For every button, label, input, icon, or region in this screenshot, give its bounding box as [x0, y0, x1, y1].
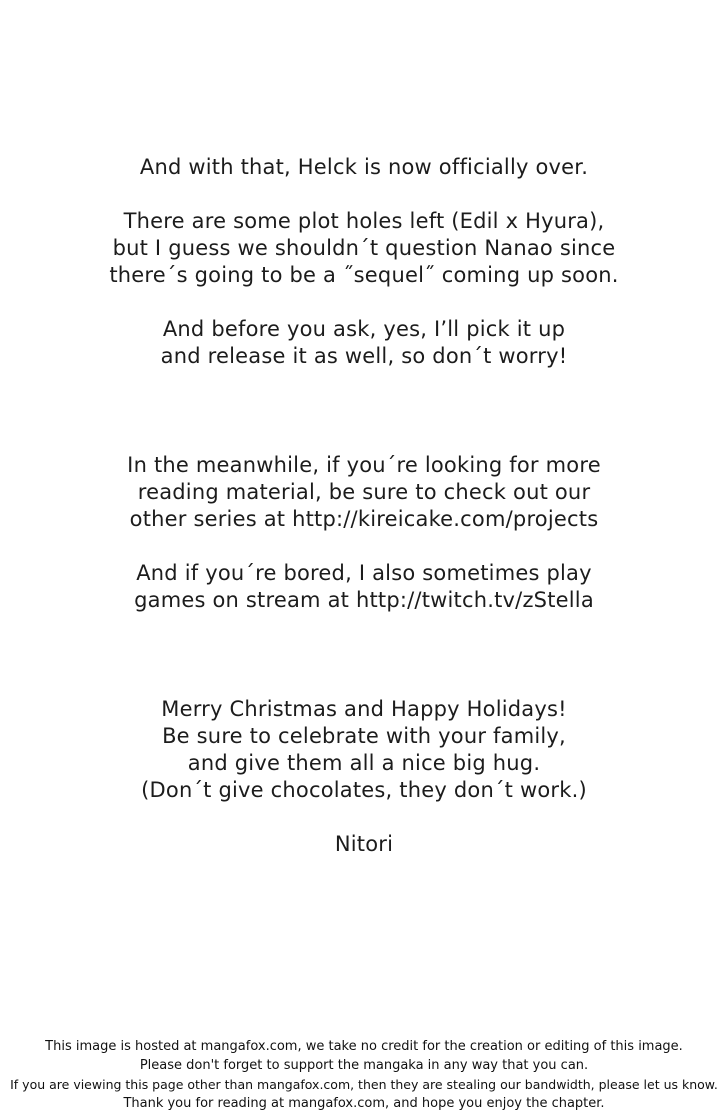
note-line: but I guess we shouldn´t question Nanao since: [112, 236, 616, 260]
note-line: There are some plot holes left (Edil x Hyura),: [123, 209, 605, 233]
note-line: and release it as well, so don´t worry!: [160, 344, 568, 368]
disclaimer-line: If you are viewing this page other than mangafox.com, then they are stealing our bandwidth, please let us know.: [10, 1077, 718, 1092]
note-line: reading material, be sure to check out our: [137, 480, 591, 504]
sequel-pickup-paragraph: [0, 316, 728, 370]
note-line: And before you ask, yes, I’ll pick it up: [162, 317, 566, 341]
plot-holes-paragraph: [0, 208, 728, 289]
note-line: Merry Christmas and Happy Holidays!: [161, 697, 567, 721]
disclaimer-line: Thank you for reading at mangafox.com, and hope you enjoy the chapter.: [123, 1096, 605, 1111]
hosting-disclaimer: [0, 1037, 728, 1113]
note-line: there´s going to be a ˝sequel˝ coming up soon.: [109, 263, 619, 287]
note-line: In the meanwhile, if you´re looking for more: [127, 453, 601, 477]
other-series-paragraph: [0, 452, 728, 533]
signature-name: Nitori: [334, 832, 394, 856]
note-line: And if you´re bored, I also sometimes play: [136, 561, 592, 585]
note-line: other series at http://kireicake.com/projects: [129, 507, 599, 531]
holiday-greeting-paragraph: [0, 696, 728, 804]
ending-announcement: [0, 154, 728, 181]
note-line: games on stream at http://twitch.tv/zStella: [134, 588, 594, 612]
note-line: And with that, Helck is now officially over.: [139, 155, 589, 179]
note-line: (Don´t give chocolates, they don´t work.): [141, 778, 587, 802]
signature: [0, 831, 728, 858]
note-line: Be sure to celebrate with your family,: [162, 724, 566, 748]
stream-paragraph: [0, 560, 728, 614]
note-line: and give them all a nice big hug.: [187, 751, 541, 775]
disclaimer-line: Please don't forget to support the mangaka in any way that you can.: [139, 1058, 589, 1073]
disclaimer-line: This image is hosted at mangafox.com, we take no credit for the creation or editing of this image.: [45, 1039, 683, 1054]
